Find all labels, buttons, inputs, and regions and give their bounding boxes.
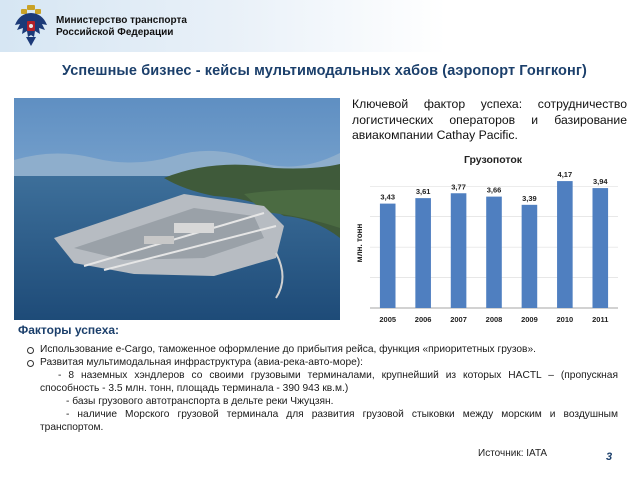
chart-y-axis-label: млн. тонн bbox=[355, 223, 364, 263]
chart-tick-label-2007: 2007 bbox=[450, 315, 467, 324]
chart-value-label-2011: 3,94 bbox=[592, 177, 608, 187]
chart-bar-2007 bbox=[451, 193, 467, 308]
chart-tick-label-2006: 2006 bbox=[414, 315, 432, 324]
list-item bbox=[18, 356, 618, 369]
chart-value-label-2006: 3,61 bbox=[415, 187, 431, 197]
sub-item-handlers: - 8 наземных хэндлеров со своими грузовыми терминалами, крупнейший из которых HACTL – (пропускная способность - 3.5 млн. тонн, площадь терминала - 390 943 кв.м.) bbox=[40, 370, 618, 394]
chart-value-label-2010: 4,17 bbox=[557, 170, 573, 180]
sub-item-sea-terminal: - наличие Морского грузовой терминала для развития грузовой стыковки между морским и воздушным транспортом. bbox=[40, 409, 618, 433]
chart-value-label-2005: 3,43 bbox=[380, 192, 396, 202]
chart-value-label-2007: 3,77 bbox=[451, 182, 466, 192]
page-title: Успешные бизнес - кейсы мультимодальных хабов (аэропорт Гонгконг) bbox=[62, 63, 587, 79]
key-success-factor-text: Ключевой фактор успеха: сотрудничество логистических операторов и базирование авиакомпании Cathay Pacific. bbox=[352, 97, 627, 142]
ministry-line2: Российской Федерации bbox=[56, 27, 174, 38]
chart-tick-label-2009: 2009 bbox=[521, 315, 538, 324]
chart-bar-2010 bbox=[557, 181, 573, 308]
ministry-name bbox=[56, 15, 187, 39]
chart-tick-label-2010: 2010 bbox=[556, 315, 574, 324]
page-number: 3 bbox=[606, 451, 613, 463]
chart-bar-2006 bbox=[415, 198, 431, 308]
chart-value-label-2009: 3,39 bbox=[522, 193, 537, 203]
chart-bar-2008 bbox=[486, 197, 502, 308]
chart-bar-2011 bbox=[592, 188, 608, 308]
factor-infrastructure: Развитая мультимодальная инфраструктура (авиа-река-авто-море): bbox=[40, 357, 363, 368]
cargo-flow-chart bbox=[350, 148, 628, 330]
chart-tick-label-2008: 2008 bbox=[485, 315, 503, 324]
sub-item-truck-bases: - базы грузового автотранспорта в дельте реки Чжуцзян. bbox=[66, 396, 334, 407]
chart-value-label-2008: 3,66 bbox=[486, 185, 502, 195]
circle-bullet-icon bbox=[27, 360, 34, 367]
chart-tick-label-2005: 2005 bbox=[379, 315, 397, 324]
list-item bbox=[18, 343, 618, 356]
chart-bar-2009 bbox=[522, 205, 538, 308]
chart-title: Грузопоток bbox=[463, 154, 523, 166]
airport-aerial-photo bbox=[14, 98, 340, 320]
source-note: Источник: IATA bbox=[478, 448, 547, 459]
double-headed-eagle-emblem-icon bbox=[14, 5, 48, 47]
chart-tick-label-2011: 2011 bbox=[592, 315, 609, 324]
ministry-line1: Министерство транспорта bbox=[56, 15, 187, 26]
factor-ecargo: Использование e-Cargo, таможенное оформление до прибытия рейса, функция «приоритетных грузов». bbox=[40, 344, 536, 355]
success-factors-list bbox=[18, 343, 618, 434]
chart-bar-2005 bbox=[380, 204, 396, 308]
success-factors-title: Факторы успеха: bbox=[18, 323, 120, 337]
circle-bullet-icon bbox=[27, 347, 34, 354]
